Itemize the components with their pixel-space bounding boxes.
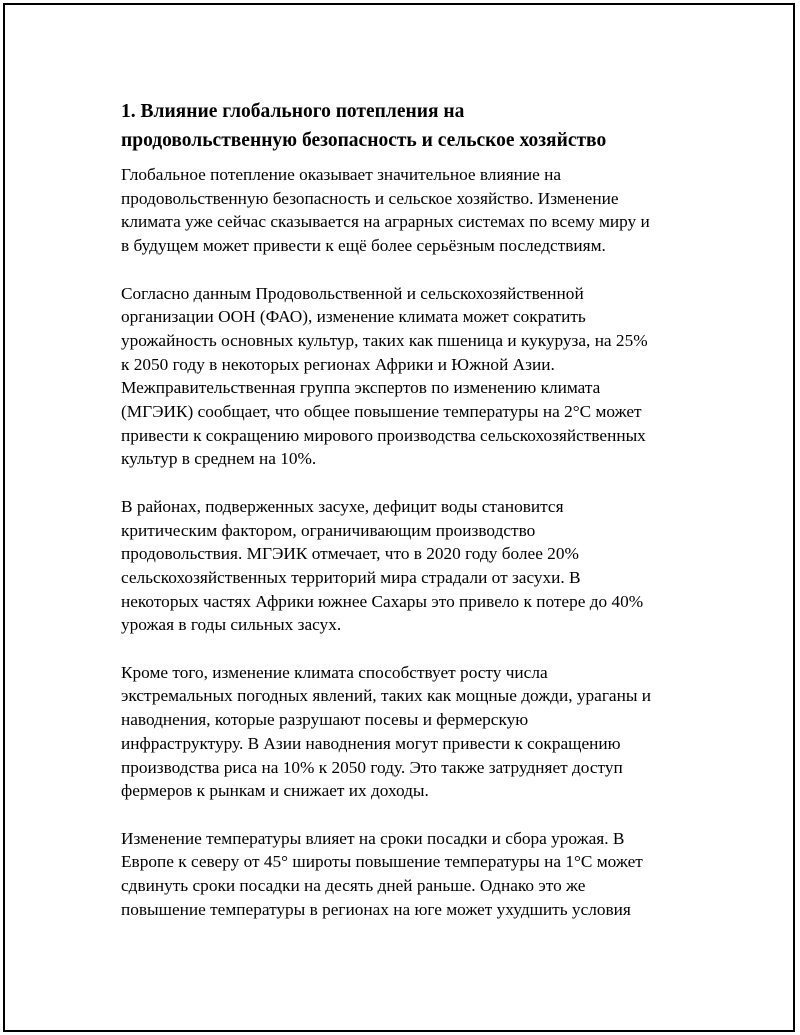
- paragraph-1: [121, 163, 693, 258]
- text-line: к 2050 году в некоторых регионах Африки и Южной Азии.: [121, 354, 555, 374]
- paragraph-4: [121, 661, 693, 803]
- section-heading: [121, 97, 693, 155]
- text-line: наводнения, которые разрушают посевы и фермерскую: [121, 710, 529, 730]
- paragraph-3: [121, 495, 693, 637]
- text-line: сельскохозяйственных территорий мира страдали от засухи. В: [121, 567, 581, 587]
- text-line: В районах, подверженных засухе, дефицит воды становится: [121, 496, 564, 516]
- page-frame: [3, 3, 795, 1032]
- text-line: Кроме того, изменение климата способствует росту числа: [121, 662, 548, 682]
- text-line: фермеров к рынкам и снижает их доходы.: [121, 781, 429, 801]
- text-line: Межправительственная группа экспертов по изменению климата: [121, 378, 601, 398]
- heading-line: 1. Влияние глобального потепления на: [121, 101, 465, 122]
- paragraph-2: [121, 282, 693, 472]
- text-line: инфраструктуру. В Азии наводнения могут привести к сокращению: [121, 733, 621, 753]
- text-line: урожая в годы сильных засух.: [121, 615, 342, 635]
- paragraph-5: [121, 827, 693, 922]
- text-line: критическим фактором, ограничивающим производство: [121, 520, 536, 540]
- text-line: климата уже сейчас сказывается на аграрных системах по всему миру и: [121, 212, 650, 232]
- text-line: продовольственную безопасность и сельское хозяйство. Изменение: [121, 188, 619, 208]
- text-line: повышение температуры в регионах на юге может ухудшить условия: [121, 899, 631, 919]
- text-line: Европе к северу от 45° широты повышение температуры на 1°C может: [121, 852, 643, 872]
- text-line: культур в среднем на 10%.: [121, 449, 317, 469]
- text-line: урожайность основных культур, таких как пшеница и кукуруза, на 25%: [121, 330, 648, 350]
- text-line: привести к сокращению мирового производства сельскохозяйственных: [121, 425, 646, 445]
- text-line: продовольствия. МГЭИК отмечает, что в 2020 году более 20%: [121, 544, 579, 564]
- text-line: (МГЭИК) сообщает, что общее повышение температуры на 2°C может: [121, 402, 642, 422]
- text-line: экстремальных погодных явлений, таких как мощные дожди, ураганы и: [121, 686, 652, 706]
- document-body: [121, 97, 693, 945]
- text-line: Согласно данным Продовольственной и сельскохозяйственной: [121, 283, 584, 303]
- text-line: организации ООН (ФАО), изменение климата может сократить: [121, 307, 586, 327]
- heading-line: продовольственную безопасность и сельское хозяйство: [121, 130, 607, 151]
- text-line: сдвинуть сроки посадки на десять дней раньше. Однако это же: [121, 876, 586, 896]
- text-line: производства риса на 10% к 2050 году. Это также затрудняет доступ: [121, 757, 623, 777]
- text-line: Глобальное потепление оказывает значительное влияние на: [121, 165, 562, 184]
- text-line: в будущем может привести к ещё более серьёзным последствиям.: [121, 236, 606, 256]
- text-line: некоторых частях Африки южнее Сахары это привело к потере до 40%: [121, 591, 644, 611]
- text-line: Изменение температуры влияет на сроки посадки и сбора урожая. В: [121, 828, 625, 848]
